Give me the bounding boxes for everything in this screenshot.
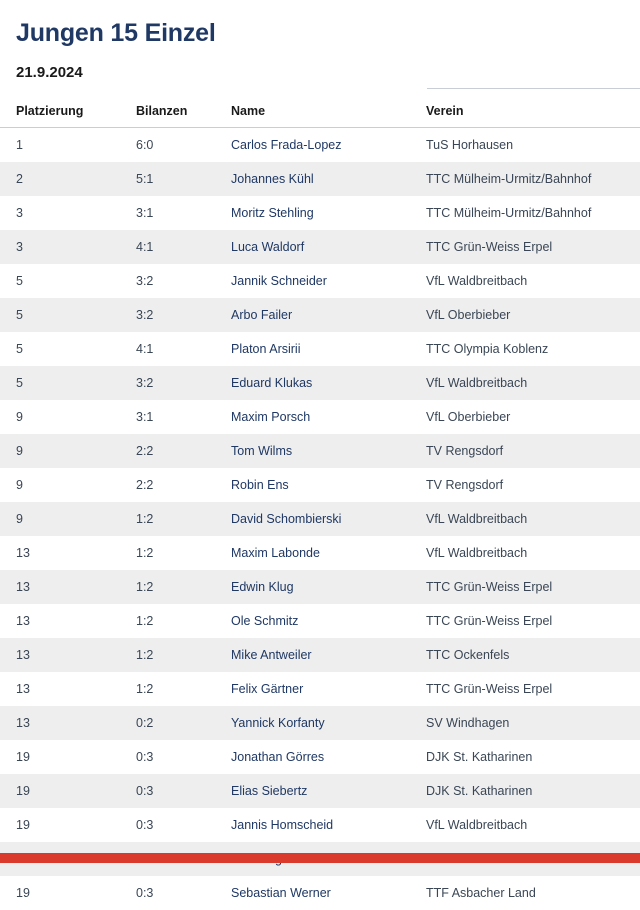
table-row bbox=[0, 162, 640, 196]
cell-placement: 3 bbox=[0, 196, 120, 230]
cell-club: VfL Oberbieber bbox=[410, 298, 640, 332]
cell-balance: 0:3 bbox=[120, 876, 215, 910]
cell-balance: 3:2 bbox=[120, 264, 215, 298]
cell-placement: 13 bbox=[0, 638, 120, 672]
cell-balance: 0:3 bbox=[120, 808, 215, 842]
cell-balance: 3:2 bbox=[120, 298, 215, 332]
cell-club: DJK St. Katharinen bbox=[410, 740, 640, 774]
table-row bbox=[0, 774, 640, 808]
cell-club: DJK St. Katharinen bbox=[410, 774, 640, 808]
cell-name: Mike Antweiler bbox=[215, 638, 410, 672]
cell-name: Edwin Klug bbox=[215, 570, 410, 604]
column-header-balance: Bilanzen bbox=[120, 95, 215, 128]
results-table bbox=[0, 95, 640, 910]
cell-balance: 5:1 bbox=[120, 162, 215, 196]
cell-club: VfL Waldbreitbach bbox=[410, 502, 640, 536]
cell-name: Sebastian Werner bbox=[215, 876, 410, 910]
footer-accent-bar bbox=[0, 853, 640, 863]
table-row bbox=[0, 196, 640, 230]
cell-club: VfL Waldbreitbach bbox=[410, 808, 640, 842]
cell-name: David Schombierski bbox=[215, 502, 410, 536]
cell-name: Platon Arsirii bbox=[215, 332, 410, 366]
cell-balance: 3:2 bbox=[120, 366, 215, 400]
table-row bbox=[0, 672, 640, 706]
cell-placement: 1 bbox=[0, 128, 120, 163]
cell-name: Maxim Porsch bbox=[215, 400, 410, 434]
cell-placement: 5 bbox=[0, 298, 120, 332]
table-row bbox=[0, 298, 640, 332]
cell-club: VfL Waldbreitbach bbox=[410, 264, 640, 298]
table-row bbox=[0, 264, 640, 298]
cell-balance: 0:3 bbox=[120, 740, 215, 774]
cell-name: Johannes Kühl bbox=[215, 162, 410, 196]
table-head bbox=[0, 95, 640, 128]
cell-placement: 19 bbox=[0, 740, 120, 774]
cell-balance: 0:3 bbox=[120, 774, 215, 808]
cell-club: TTC Grün-Weiss Erpel bbox=[410, 230, 640, 264]
cell-name: Jonathan Görres bbox=[215, 740, 410, 774]
cell-placement: 5 bbox=[0, 366, 120, 400]
cell-name: Jannis Homscheid bbox=[215, 808, 410, 842]
cell-club: TTC Grün-Weiss Erpel bbox=[410, 604, 640, 638]
table-row bbox=[0, 808, 640, 842]
cell-placement: 9 bbox=[0, 468, 120, 502]
table-row bbox=[0, 876, 640, 910]
table-row bbox=[0, 230, 640, 264]
cell-club: TTC Mülheim-Urmitz/Bahnhof bbox=[410, 162, 640, 196]
cell-placement: 9 bbox=[0, 400, 120, 434]
cell-placement: 13 bbox=[0, 706, 120, 740]
cell-name: Robin Ens bbox=[215, 468, 410, 502]
cell-placement: 9 bbox=[0, 434, 120, 468]
cell-club: VfL Waldbreitbach bbox=[410, 366, 640, 400]
table-row bbox=[0, 332, 640, 366]
cell-placement: 5 bbox=[0, 332, 120, 366]
cell-club: VfL Waldbreitbach bbox=[410, 536, 640, 570]
cell-name: Yannick Korfanty bbox=[215, 706, 410, 740]
table-row bbox=[0, 400, 640, 434]
page-title: Jungen 15 Einzel bbox=[16, 18, 624, 48]
cell-balance: 3:1 bbox=[120, 196, 215, 230]
cell-name: Moritz Stehling bbox=[215, 196, 410, 230]
cell-balance: 1:2 bbox=[120, 672, 215, 706]
table-row bbox=[0, 128, 640, 163]
cell-name: Felix Gärtner bbox=[215, 672, 410, 706]
cell-placement: 9 bbox=[0, 502, 120, 536]
cell-club: TTC Grün-Weiss Erpel bbox=[410, 570, 640, 604]
cell-balance: 1:2 bbox=[120, 502, 215, 536]
cell-placement: 5 bbox=[0, 264, 120, 298]
cell-name: Luca Waldorf bbox=[215, 230, 410, 264]
cell-name: Eduard Klukas bbox=[215, 366, 410, 400]
page-header bbox=[0, 0, 640, 81]
cell-name: Carlos Frada-Lopez bbox=[215, 128, 410, 163]
cell-placement: 19 bbox=[0, 876, 120, 910]
cell-balance: 1:2 bbox=[120, 604, 215, 638]
cell-placement: 3 bbox=[0, 230, 120, 264]
table-row bbox=[0, 604, 640, 638]
page-date: 21.9.2024 bbox=[16, 64, 624, 81]
column-header-name: Name bbox=[215, 95, 410, 128]
cell-balance: 6:0 bbox=[120, 128, 215, 163]
cell-placement: 13 bbox=[0, 604, 120, 638]
cell-placement: 13 bbox=[0, 536, 120, 570]
cell-balance: 1:2 bbox=[120, 570, 215, 604]
cell-name: Ole Schmitz bbox=[215, 604, 410, 638]
table-row bbox=[0, 502, 640, 536]
table-row bbox=[0, 706, 640, 740]
cell-club: TTC Ockenfels bbox=[410, 638, 640, 672]
cell-name: Maxim Labonde bbox=[215, 536, 410, 570]
table-header-row bbox=[0, 95, 640, 128]
cell-club: TTF Asbacher Land bbox=[410, 876, 640, 910]
table-row bbox=[0, 434, 640, 468]
table-row bbox=[0, 740, 640, 774]
table-row bbox=[0, 536, 640, 570]
cell-name: Jannik Schneider bbox=[215, 264, 410, 298]
cell-club: SV Windhagen bbox=[410, 706, 640, 740]
cell-club: VfL Oberbieber bbox=[410, 400, 640, 434]
cell-balance: 1:2 bbox=[120, 638, 215, 672]
cell-balance: 2:2 bbox=[120, 434, 215, 468]
table-row bbox=[0, 366, 640, 400]
table-row bbox=[0, 468, 640, 502]
cell-balance: 1:2 bbox=[120, 536, 215, 570]
cell-balance: 3:1 bbox=[120, 400, 215, 434]
column-header-club: Verein bbox=[410, 95, 640, 128]
cell-balance: 4:1 bbox=[120, 332, 215, 366]
cell-club: TV Rengsdorf bbox=[410, 468, 640, 502]
cell-balance: 4:1 bbox=[120, 230, 215, 264]
cell-name: Tom Wilms bbox=[215, 434, 410, 468]
table-row bbox=[0, 570, 640, 604]
cell-placement: 19 bbox=[0, 808, 120, 842]
cell-club: TTC Olympia Koblenz bbox=[410, 332, 640, 366]
table-body bbox=[0, 128, 640, 910]
cell-placement: 13 bbox=[0, 570, 120, 604]
cell-club: TTC Mülheim-Urmitz/Bahnhof bbox=[410, 196, 640, 230]
cell-club: TV Rengsdorf bbox=[410, 434, 640, 468]
column-header-placement: Platzierung bbox=[0, 95, 120, 128]
cell-placement: 2 bbox=[0, 162, 120, 196]
cell-balance: 2:2 bbox=[120, 468, 215, 502]
cell-club: TTC Grün-Weiss Erpel bbox=[410, 672, 640, 706]
cell-placement: 13 bbox=[0, 672, 120, 706]
cell-name: Elias Siebertz bbox=[215, 774, 410, 808]
cell-placement: 19 bbox=[0, 774, 120, 808]
header-rule bbox=[427, 88, 640, 89]
cell-club: TuS Horhausen bbox=[410, 128, 640, 163]
cell-balance: 0:2 bbox=[120, 706, 215, 740]
cell-name: Arbo Failer bbox=[215, 298, 410, 332]
table-row bbox=[0, 638, 640, 672]
